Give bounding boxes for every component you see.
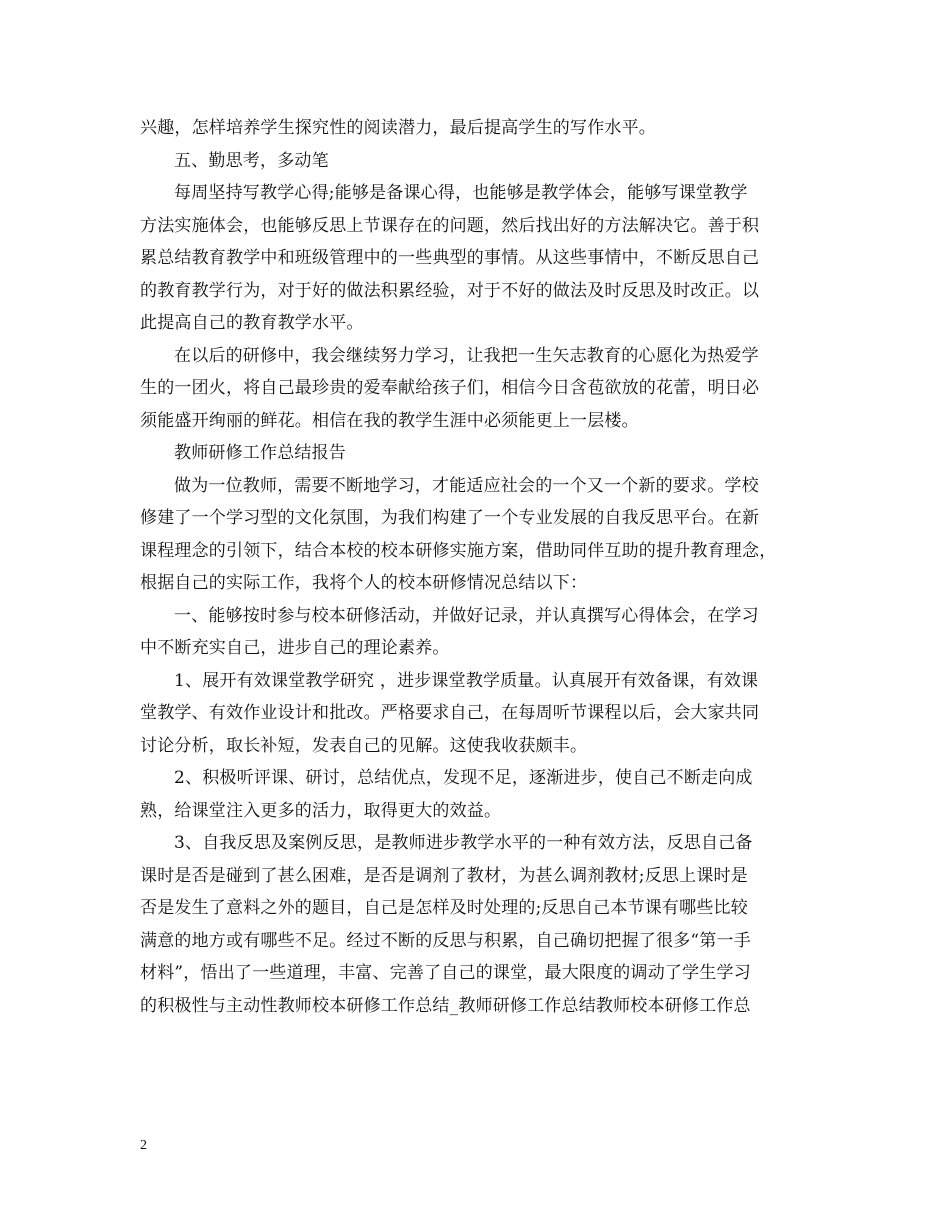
- text-line: 累总结教育教学中和班级管理中的一些典型的事情。从这些事情中，不断反思自己: [140, 248, 760, 268]
- text-line: 的教育教学行为，对于好的做法积累经验，对于不好的做法及时反思及时改正。以: [140, 280, 760, 301]
- text-line: 在以后的研修中，我会继续努力学习，让我把一生矢志教育的心愿化为热爱学: [174, 345, 759, 366]
- report-title: 教师研修工作总结报告: [174, 443, 346, 463]
- text-line: 修建了一个学习型的文化氛围，为我们构建了一个专业发展的自我反思平台。在新: [140, 508, 760, 528]
- document-body: [140, 112, 820, 1022]
- page-number: 2: [140, 1138, 147, 1153]
- text-line: 讨论分析，取长补短，发表自己的见解。这使我收获颇丰。: [140, 735, 588, 756]
- text-line: 此提高自己的教育教学水平。: [140, 313, 364, 333]
- text-line: 方法实施体会，也能够反思上节课存在的问题，然后找出好的方法解决它。善于积: [140, 215, 760, 236]
- text-line: 根据自己的实际工作，我将个人的校本研修情况总结以下：: [140, 573, 588, 593]
- text-line: 课程理念的引领下，结合本校的校本研修实施方案，借助同伴互助的提升教育理念，: [140, 540, 777, 561]
- text-line: 课时是否是碰到了甚么困难，是否是调剂了教材，为甚么调剂教材;反思上课时是: [140, 865, 748, 886]
- text-line: 一、能够按时参与校本研修活动，并做好记录，并认真撰写心得体会，在学习: [174, 605, 759, 626]
- text-line: 每周坚持写教学心得;能够是备课心得，也能够是教学体会，能够写课堂教学: [174, 183, 748, 203]
- text-line: 堂教学、有效作业设计和批改。严格要求自己，在每周听节课程以后，会大家共同: [140, 703, 760, 723]
- text-line: 熟，给课堂注入更多的活力，取得更大的效益。: [140, 800, 502, 821]
- text-line: 的积极性与主动性教师校本研修工作总结_教师研修工作总结教师校本研修工作总: [140, 995, 751, 1016]
- text-line: 材料”，悟出了一些道理，丰富、完善了自己的课堂，最大限度的调动了学生学习: [140, 963, 751, 983]
- text-line: 3、自我反思及案例反思，是教师进步教学水平的一种有效方法，反思自己备: [174, 833, 753, 853]
- text-line: 否是发生了意料之外的题目，自己是怎样及时处理的;反思自己本节课有哪些比较: [140, 898, 748, 918]
- text-line: 1、展开有效课堂教学研究 ，进步课堂教学质量。认真展开有效备课，有效课: [174, 670, 759, 691]
- text-line: 做为一位教师，需要不断地学习，才能适应社会的一个又一个新的要求。学校: [174, 475, 759, 496]
- text-line: 中不断充实自己，进步自己的理论素养。: [140, 638, 450, 658]
- text-line: 须能盛开绚丽的鲜花。相信在我的教学生涯中必须能更上一层楼。: [140, 410, 639, 431]
- section-heading: 五、勤思考，多动笔: [174, 150, 329, 171]
- text-line: 兴趣，怎样培养学生探究性的阅读潜力，最后提高学生的写作水平。: [140, 118, 656, 138]
- text-line: 2、积极听评课、研讨，总结优点，发现不足，逐渐进步，使自己不断走向成: [174, 768, 753, 788]
- text-line: 满意的地方或有哪些不足。经过不断的反思与积累，自己确切把握了很多“第一手: [140, 930, 751, 951]
- text-line: 生的一团火，将自己最珍贵的爱奉献给孩子们，相信今日含苞欲放的花蕾，明日必: [140, 378, 760, 398]
